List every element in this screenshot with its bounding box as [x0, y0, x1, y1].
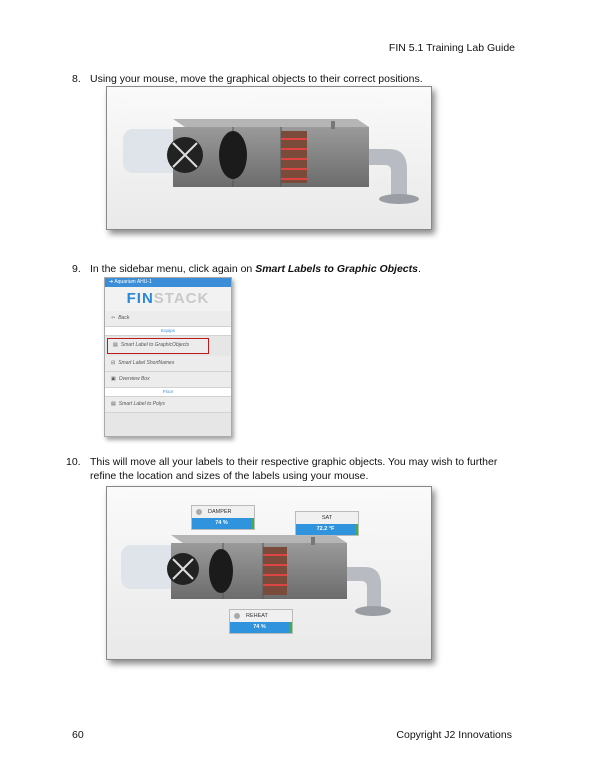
status-dot-icon — [196, 509, 202, 515]
step-9 — [72, 262, 510, 276]
copyright: Copyright J2 Innovations — [396, 729, 512, 741]
step-10 — [66, 455, 510, 483]
menu-section-floor: Floor — [105, 388, 231, 397]
menu-item-label: Overview Box — [118, 376, 150, 382]
smart-label-title: SAT — [321, 515, 333, 521]
menu-topbar — [105, 278, 231, 287]
smart-label-value: 74 % — [192, 518, 254, 529]
reheat-coil-icon — [263, 547, 287, 595]
ahu-labeled-screenshot — [106, 486, 432, 660]
menu-item-label: Smart Label to Polys — [118, 401, 165, 407]
menu-item-back[interactable] — [105, 311, 231, 327]
menu-section-equips: Equips — [105, 327, 231, 336]
document-icon: ▤ — [113, 342, 118, 348]
finstack-logo — [105, 287, 231, 311]
back-arrow-icon[interactable]: ➔ — [109, 279, 115, 285]
page-number: 60 — [72, 729, 84, 741]
step-number: 8. — [72, 73, 81, 85]
damper-icon — [219, 131, 247, 179]
damper-icon — [209, 549, 233, 593]
menu-item-overview-box[interactable] — [105, 372, 231, 388]
logo-stack: STACK — [153, 290, 210, 307]
smart-label-damper[interactable] — [191, 505, 255, 530]
outlet-elbow-icon — [347, 567, 381, 607]
reheat-coil-icon — [281, 131, 307, 183]
smart-label-title: DAMPER — [208, 509, 232, 515]
smart-label-value: 74 % — [230, 622, 292, 633]
ahu-top-face — [173, 119, 369, 127]
step-number: 9. — [72, 263, 81, 275]
step-text-emphasis: Smart Labels to Graphic Objects — [255, 263, 418, 275]
menu-item-smart-label-shortnames[interactable] — [105, 356, 231, 372]
status-dot-icon — [234, 613, 240, 619]
menu-item-smart-label-to-graphic-objects[interactable] — [107, 338, 209, 354]
menu-topbar-title: Aquarium AHU-1 — [114, 279, 152, 285]
smart-label-title-row — [192, 506, 254, 518]
logo-fin: FIN — [126, 290, 154, 307]
smart-label-title-row — [230, 610, 292, 622]
step-text: This will move all your labels to their respective graphic objects. You may wish to further refine the location and sizes of the labels using your mouse. — [90, 456, 498, 482]
step-text-pre: In the sidebar menu, click again on — [90, 263, 256, 275]
ahu-graphic-screenshot — [106, 86, 432, 230]
step-number: 10. — [66, 456, 81, 468]
ahu-unit-graphic — [107, 87, 431, 229]
ahu-top-face — [171, 535, 347, 543]
sidebar-menu-screenshot — [104, 277, 232, 437]
document-icon: ▤ — [111, 401, 116, 407]
back-icon: ⇦ — [111, 315, 116, 321]
step-8 — [72, 72, 510, 86]
menu-item-label: Smart Label ShortNames — [118, 360, 175, 366]
menu-item-label: Back — [118, 315, 130, 321]
running-header: FIN 5.1 Training Lab Guide — [388, 42, 515, 54]
smart-label-reheat[interactable] — [229, 609, 293, 634]
tag-icon: ⊟ — [111, 360, 116, 366]
smart-label-sat[interactable] — [295, 511, 359, 536]
smart-label-value: 72.2 °F — [296, 524, 358, 535]
menu-item-label: Smart Label to GraphicObjects — [120, 342, 190, 348]
menu-item-smart-label-to-polys[interactable] — [105, 397, 231, 413]
outlet-elbow-icon — [369, 149, 407, 195]
step-text-post: . — [417, 263, 421, 275]
smart-label-title: REHEAT — [246, 613, 268, 619]
box-icon: ▣ — [111, 376, 116, 382]
step-text: Using your mouse, move the graphical objects to their correct positions. — [90, 73, 423, 85]
